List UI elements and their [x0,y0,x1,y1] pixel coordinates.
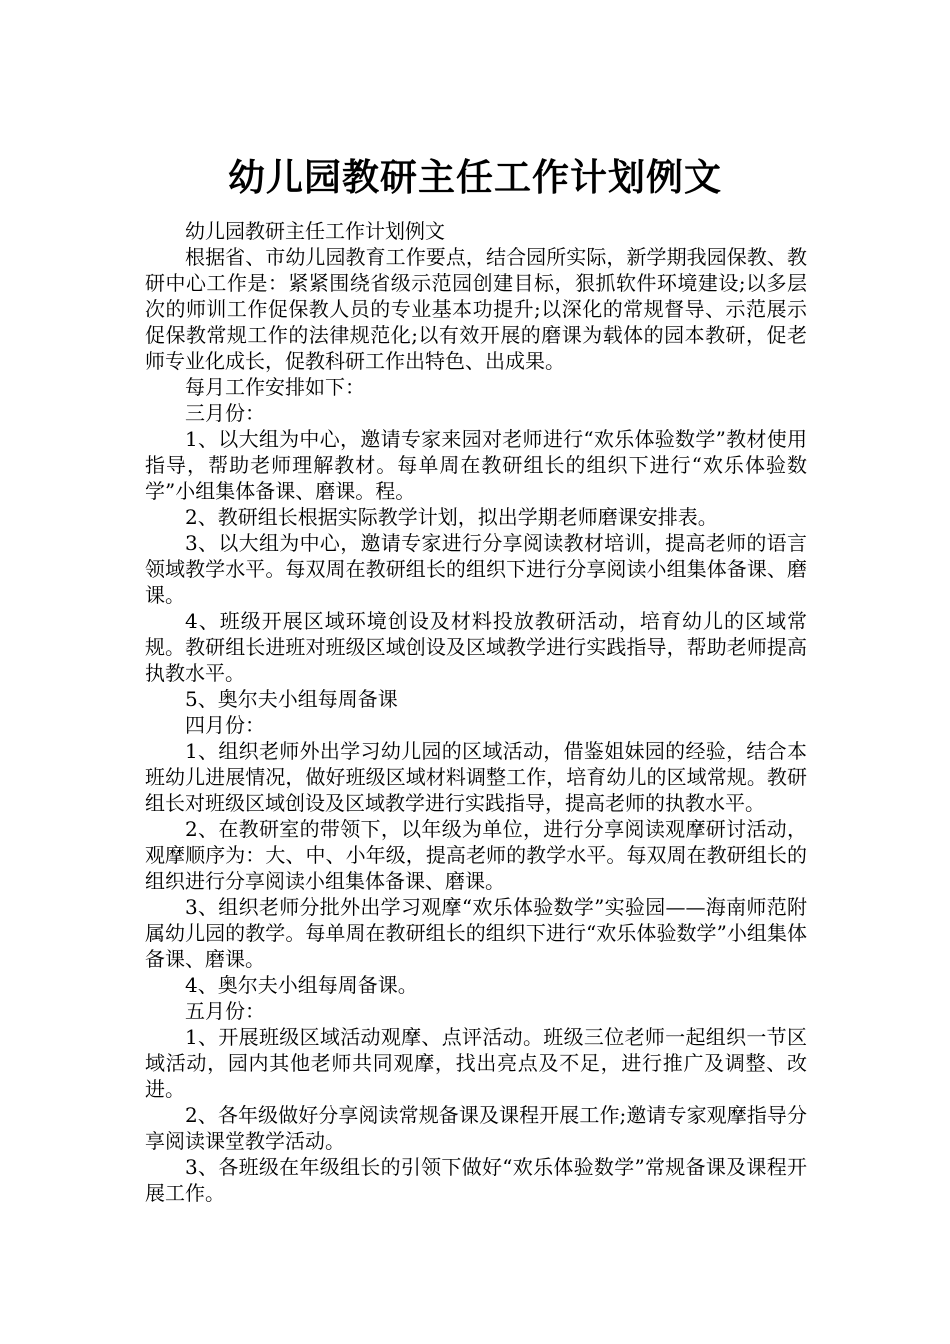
paragraph-subtitle: 幼儿园教研主任工作计划例文 [185,219,445,243]
heading-april: 四月份： [185,713,265,737]
paragraph-may-1: 1、开展班级区域活动观摩、点评活动。班级三位老师一起组织一节区域活动，园内其他老师共同观摩，找出亮点及不足，进行推广及调整、改进。 [145,1025,807,1101]
heading-may: 五月份： [185,999,265,1023]
document-title: 幼儿园教研主任工作计划例文 [228,154,722,199]
paragraph-march-2: 2、教研组长根据实际教学计划，拟出学期老师磨课安排表。 [185,505,718,529]
paragraph-march-5: 5、奥尔夫小组每周备课 [185,687,398,711]
paragraph-march-4: 4、班级开展区域环境创设及材料投放教研活动，培育幼儿的区域常规。教研组长进班对班级区域创设及区域教学进行实践指导，帮助老师提高执教水平。 [145,609,807,685]
paragraph-april-1: 1、组织老师外出学习幼儿园的区域活动，借鉴姐妹园的经验，结合本班幼儿进展情况，做好班级区域材料调整工作，培育幼儿的区域常规。教研组长对班级区域创设及区域教学进行实践指导，提高老师的执教水平。 [145,739,807,815]
document-body [145,218,807,1206]
paragraph-monthly-heading: 每月工作安排如下： [185,375,365,399]
paragraph-april-4: 4、奥尔夫小组每周备课。 [185,973,418,997]
paragraph-april-3: 3、组织老师分批外出学习观摩“欢乐体验数学”实验园——海南师范附属幼儿园的教学。每单周在教研组长的组织下进行“欢乐体验数学”小组集体备课、磨课。 [145,895,807,971]
paragraph-march-1: 1、以大组为中心，邀请专家来园对老师进行“欢乐体验数学”教材使用指导，帮助老师理解教材。每单周在教研组长的组织下进行“欢乐体验数学”小组集体备课、磨课。程。 [145,427,807,503]
paragraph-may-3: 3、各班级在年级组长的引领下做好“欢乐体验数学”常规备课及课程开展工作。 [145,1155,807,1205]
paragraph-may-2: 2、各年级做好分享阅读常规备课及课程开展工作;邀请专家观摩指导分享阅读课堂教学活动。 [145,1103,807,1153]
paragraph-march-3: 3、以大组为中心，邀请专家进行分享阅读教材培训，提高老师的语言领域教学水平。每双周在教研组长的组织下进行分享阅读小组集体备课、磨课。 [145,531,807,607]
paragraph-april-2: 2、在教研室的带领下，以年级为单位，进行分享阅读观摩研讨活动，观摩顺序为：大、中、小年级，提高老师的教学水平。每双周在教研组长的组织进行分享阅读小组集体备课、磨课。 [145,817,807,893]
paragraph-intro: 根据省、市幼儿园教育工作要点，结合园所实际，新学期我园保教、教研中心工作是：紧紧围绕省级示范园创建目标，狠抓软件环境建设;以多层次的师训工作促保教人员的专业基本功提升;以深化的常规督导、示范展示促保教常规工作的法律规范化;以有效开展的磨课为载体的园本教研，促老师专业化成长，促教科研工作出特色、出成果。 [145,245,807,373]
heading-march: 三月份： [185,401,265,425]
